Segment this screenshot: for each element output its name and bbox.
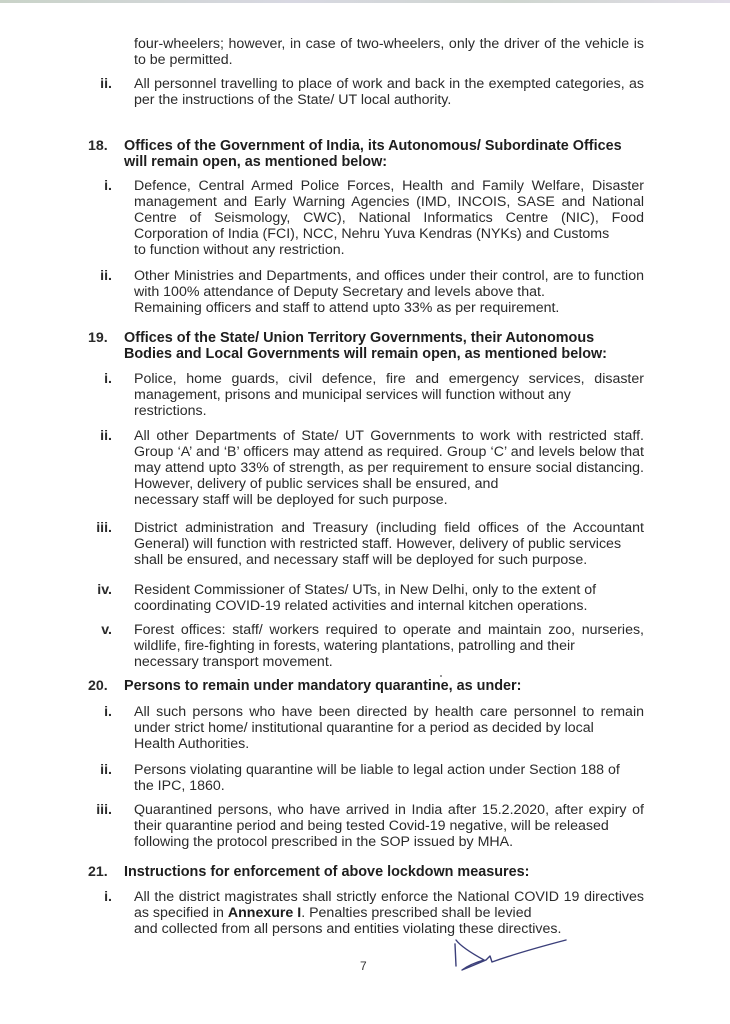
- item-marker: iii.: [96, 802, 112, 818]
- page-number: 7: [360, 959, 367, 973]
- item-marker: i.: [104, 889, 112, 905]
- paragraph-last-line: following the protocol prescribed in the SOP issued by MHA.: [134, 834, 514, 850]
- list-item-text: [134, 889, 644, 937]
- item-marker: i.: [104, 704, 112, 720]
- paragraph-text: Other Ministries and Departments, and offices under their control, are to function with 100% attendance of Deputy Secretary and levels above that.: [134, 268, 644, 300]
- paragraph-last-line: Health Authorities.: [134, 736, 250, 752]
- item-marker: ii.: [100, 268, 112, 284]
- paragraph-text: Police, home guards, civil defence, fire and emergency services, disaster management, prisons and municipal services will function without any: [134, 371, 644, 403]
- paragraph-text: Quarantined persons, who have arrived in India after 15.2.2020, after expiry of their quarantine period and being tested Covid-19 negative, will be released: [134, 802, 644, 834]
- paragraph-last-line: to function without any restriction.: [134, 242, 345, 258]
- list-item-text: [134, 268, 644, 316]
- list-item-text: [134, 371, 644, 419]
- section-heading: [124, 330, 644, 346]
- heading-line: Offices of the Government of India, its Autonomous/ Subordinate Offices: [124, 138, 622, 154]
- paragraph-text: District administration and Treasury (including field offices of the Accountant General) will function with restricted staff. However, delivery of public services: [134, 520, 644, 552]
- continuation-paragraph: [134, 36, 644, 68]
- paragraph-last-line: necessary staff will be deployed for such purpose.: [134, 492, 448, 508]
- item-marker: iv.: [97, 582, 112, 598]
- item-marker: i.: [104, 178, 112, 194]
- heading-line: Instructions for enforcement of above lockdown measures:: [124, 864, 530, 880]
- paragraph-text: Persons violating quarantine will be liable to legal action under Section 188 of: [134, 762, 620, 778]
- item-marker: ii.: [100, 762, 112, 778]
- item-marker: v.: [101, 622, 112, 638]
- section-heading: [124, 864, 644, 880]
- item-marker: i.: [104, 371, 112, 387]
- list-item-text: [134, 762, 644, 794]
- paragraph-last-line: coordinating COVID-19 related activities and internal kitchen operations.: [134, 598, 588, 614]
- section-heading-cont: [124, 346, 644, 362]
- paragraph-last-line: restrictions.: [134, 403, 207, 419]
- list-item-text: [134, 76, 644, 108]
- section-heading: [124, 678, 644, 694]
- scan-speck: [440, 675, 442, 677]
- list-item-text: [134, 622, 644, 670]
- list-item-text: [134, 802, 644, 850]
- section-heading-cont: [124, 154, 644, 170]
- item-marker: ii.: [100, 428, 112, 444]
- paragraph-text: All such persons who have been directed by health care personnel to remain under strict home/ institutional quarantine for a period as decided by local: [134, 704, 644, 736]
- paragraph-text: . Penalties prescribed shall be levied: [301, 905, 532, 921]
- paragraph-last-line: Remaining officers and staff to attend upto 33% as per requirement.: [134, 300, 560, 316]
- paragraph-last-line: shall be ensured, and necessary staff will be deployed for such purpose.: [134, 552, 588, 568]
- paragraph-text: four-wheelers; however, in case of two-wheelers, only the driver of the vehicle is to be permitted.: [134, 36, 644, 68]
- heading-line: will remain open, as mentioned below:: [124, 154, 388, 170]
- paragraph-text: All personnel travelling to place of work and back in the exempted categories, as per the instructions of the State/ UT local authority.: [134, 76, 644, 108]
- heading-line: Persons to remain under mandatory quarantine, as under:: [124, 678, 522, 694]
- paragraph-text: Forest offices: staff/ workers required to operate and maintain zoo, nurseries, wildlife, fire-fighting in forests, watering plantations, patrolling and their: [134, 622, 644, 654]
- section-number: 20.: [88, 678, 108, 694]
- paragraph-text: All the district magistrates shall strictly enforce the National COVID 19 directives as specified in: [134, 889, 644, 921]
- section-heading: [124, 138, 644, 154]
- item-marker: ii.: [100, 76, 112, 92]
- list-item-text: [134, 178, 644, 258]
- list-item-text: [134, 704, 644, 752]
- section-number: 19.: [88, 330, 108, 346]
- list-item-text: [134, 428, 644, 508]
- paragraph-last-line: and collected from all persons and entities violating these directives.: [134, 921, 562, 937]
- signature-icon: [450, 936, 570, 976]
- heading-line: Bodies and Local Governments will remain open, as mentioned below:: [124, 346, 607, 362]
- section-number: 21.: [88, 864, 108, 880]
- section-number: 18.: [88, 138, 108, 154]
- paragraph-last-line: necessary transport movement.: [134, 654, 333, 670]
- item-marker: iii.: [96, 520, 112, 536]
- paragraph-last-line: the IPC, 1860.: [134, 778, 225, 794]
- list-item-text: [134, 582, 644, 614]
- annexure-reference: Annexure I: [227, 905, 302, 921]
- heading-line: Offices of the State/ Union Territory Governments, their Autonomous: [124, 330, 595, 346]
- paragraph-text: All other Departments of State/ UT Governments to work with restricted staff. Group ‘A’ and ‘B’ officers may attend as required. Group ‘C’ and levels below that may attend upto 33% of strength, as per requirement to ensure social distancing. However, delivery of public services shall be ensured, and: [134, 428, 644, 492]
- list-item-text: [134, 520, 644, 568]
- paragraph-text: Resident Commissioner of States/ UTs, in New Delhi, only to the extent of: [134, 582, 597, 598]
- paragraph-text: Defence, Central Armed Police Forces, Health and Family Welfare, Disaster management and Early Warning Agencies (IMD, INCOIS, SASE and National Centre of Seismology, CWC), National Informatics Centre (NIC), Food Corporation of India (FCI), NCC, Nehru Yuva Kendras (NYKs) and Customs: [134, 178, 644, 242]
